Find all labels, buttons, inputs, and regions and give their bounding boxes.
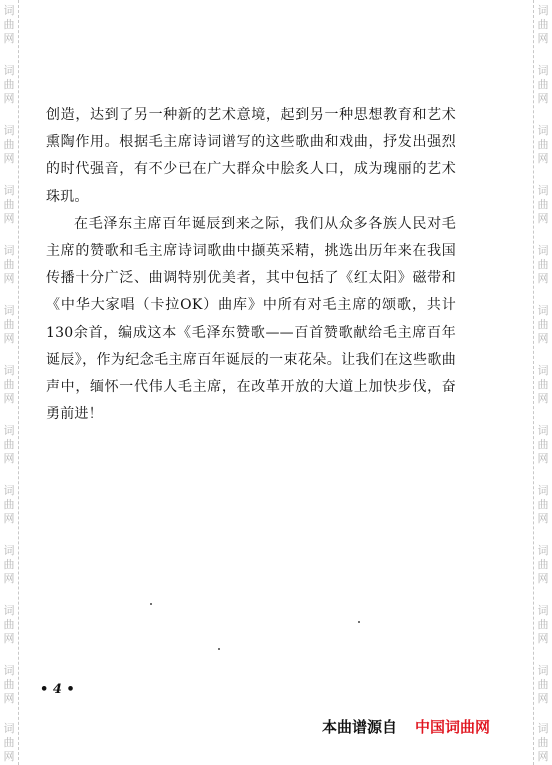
watermark-text: 词曲网 [537, 664, 549, 705]
watermark-text: 词曲网 [3, 664, 15, 705]
watermark-text: 词曲网 [3, 604, 15, 645]
paragraph-1: 创造，达到了另一种新的艺术意境，起到另一种思想教育和艺术熏陶作用。根据毛主席诗词谱写的这些歌曲和戏曲，抒发出强烈的时代强音，有不少已在广大群众中脍炙人口，成为瑰丽的艺术珠玑。 [46, 107, 456, 205]
source-footer [322, 716, 490, 737]
watermark-text: 词曲网 [3, 544, 15, 585]
watermark-text: 词曲网 [537, 722, 549, 763]
right-watermark-column [533, 0, 552, 765]
scan-speck [358, 621, 360, 623]
watermark-text: 词曲网 [537, 244, 549, 285]
watermark-text: 词曲网 [3, 364, 15, 405]
watermark-text: 词曲网 [537, 484, 549, 525]
watermark-text: 词曲网 [3, 424, 15, 465]
watermark-text: 词曲网 [537, 184, 549, 225]
source-label: 本曲谱源自 [322, 718, 398, 736]
watermark-text: 词曲网 [3, 304, 15, 345]
watermark-text: 词曲网 [537, 424, 549, 465]
watermark-text: 词曲网 [3, 244, 15, 285]
site-name[interactable]: 中国词曲网 [415, 718, 491, 736]
scan-speck [218, 648, 220, 650]
scan-speck [150, 603, 152, 605]
watermark-text: 词曲网 [537, 544, 549, 585]
watermark-text: 词曲网 [3, 4, 15, 45]
watermark-text: 词曲网 [537, 604, 549, 645]
page-number: • 4 • [40, 682, 75, 697]
paragraph-2: 在毛泽东主席百年诞辰到来之际，我们从众多各族人民对毛主席的赞歌和毛主席诗词歌曲中撷英采精，挑选出历年来在我国传播十分广泛、曲调特别优美者，其中包括了《红太阳》磁带和《中华大家唱（卡拉OK）曲库》中所有对毛主席的颂歌，共计130余首，编成这本《毛泽东赞歌——百首赞歌献给毛主席百年诞辰》，作为纪念毛主席百年诞辰的一束花朵。让我们在这些歌曲声中，缅怀一代伟人毛主席，在改革开放的大道上加快步伐，奋勇前进！ [46, 215, 456, 423]
watermark-text: 词曲网 [537, 64, 549, 105]
watermark-text: 词曲网 [3, 64, 15, 105]
watermark-text: 词曲网 [537, 124, 549, 165]
watermark-text: 词曲网 [3, 722, 15, 763]
watermark-text: 词曲网 [537, 364, 549, 405]
watermark-text: 词曲网 [3, 184, 15, 225]
watermark-text: 词曲网 [537, 304, 549, 345]
body-text [46, 102, 456, 428]
left-watermark-column [0, 0, 19, 765]
watermark-text: 词曲网 [537, 4, 549, 45]
watermark-text: 词曲网 [3, 484, 15, 525]
watermark-text: 词曲网 [3, 124, 15, 165]
